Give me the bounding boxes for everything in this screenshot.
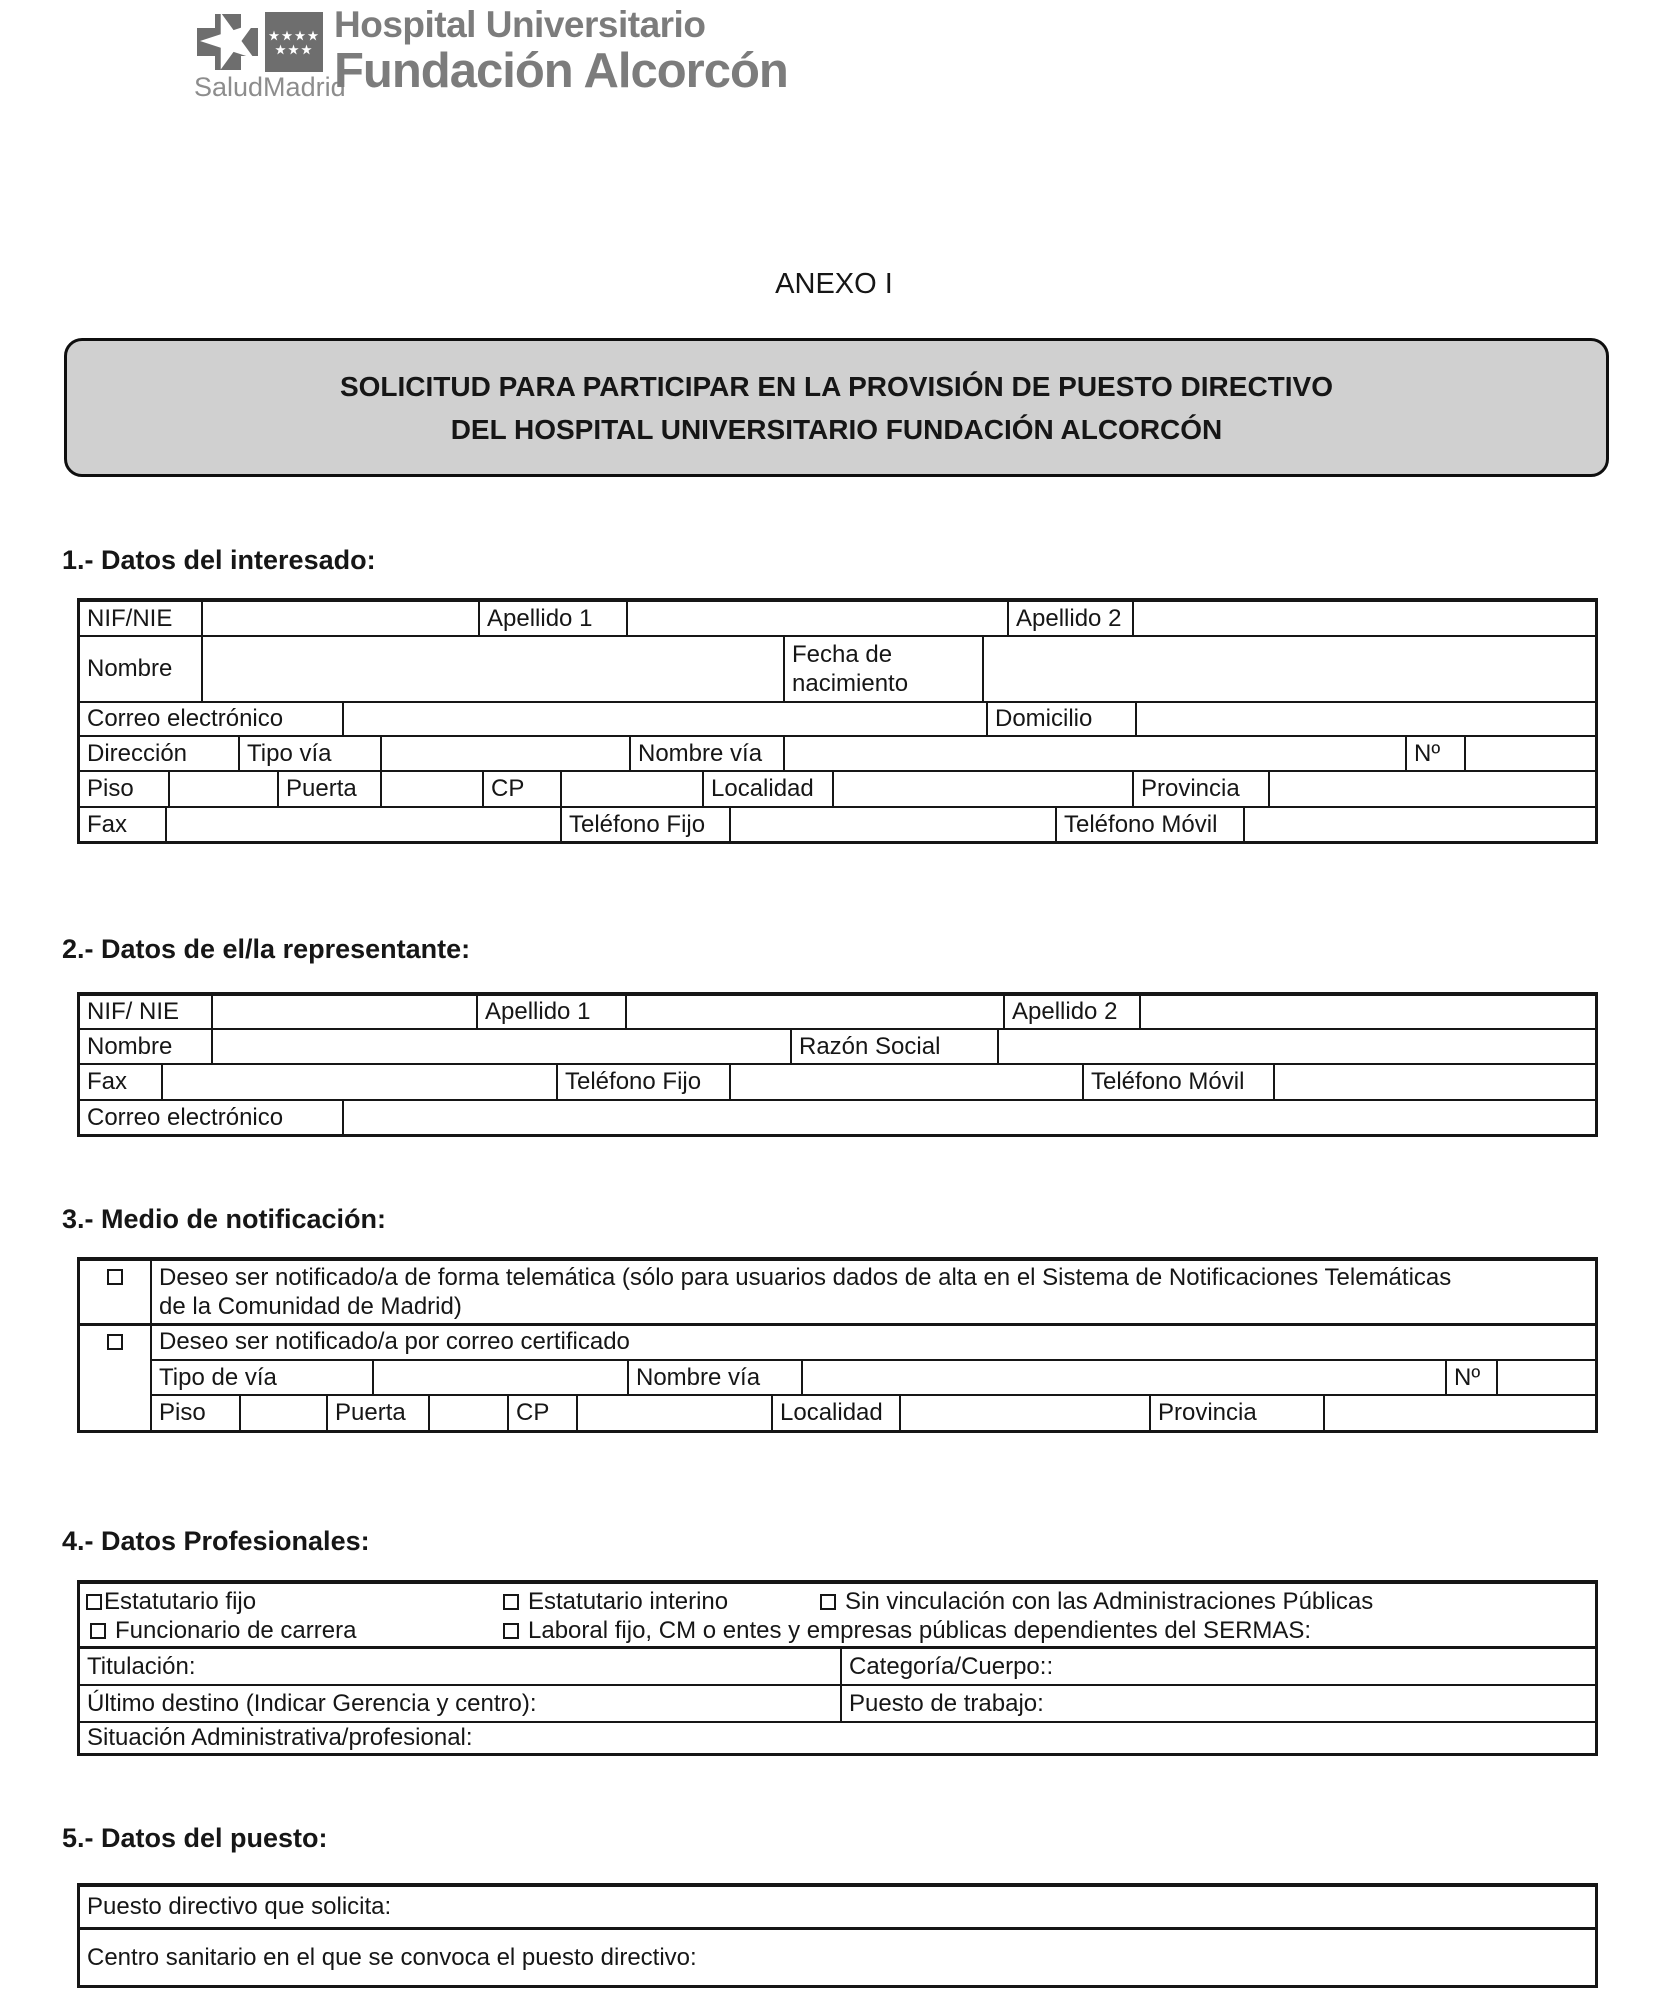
domicilio-label: Domicilio [986, 703, 1135, 735]
fax-label: Fax [87, 810, 128, 838]
notif-cp-input[interactable] [576, 1396, 771, 1430]
form-title-box [64, 338, 1609, 477]
puesto-directivo-field[interactable]: Puesto directivo que solicita: [87, 1893, 392, 1920]
form-title-line2: DEL HOSPITAL UNIVERSITARIO FUNDACIÓN ALCORCÓN [450, 413, 1223, 445]
estatutario-interino-label: Estatutario interino [528, 1588, 729, 1615]
sin-vinculacion-label: Sin vinculación con las Administraciones Públicas [845, 1588, 1374, 1615]
telematica-option-line1: Deseo ser notificado/a de forma telemática (sólo para usuarios dados de alta en el Sistema de Notificaciones Telemáticas [159, 1264, 1452, 1291]
centro-sanitario-field[interactable]: Centro sanitario en el que se convoca el puesto directivo: [87, 1943, 697, 1971]
notif-tipo-via-input[interactable] [372, 1361, 627, 1395]
categoria-cuerpo-field[interactable]: Categoría/Cuerpo:: [840, 1649, 1595, 1684]
nombre-input[interactable] [201, 637, 783, 701]
hospital-name-line1: Hospital Universitario [334, 4, 706, 45]
annex-title: ANEXO I [775, 268, 893, 300]
rep-apellido2-input[interactable] [1139, 996, 1595, 1028]
form-title-line1: SOLICITUD PARA PARTICIPAR EN LA PROVISIÓN DE PUESTO DIRECTIVO [339, 370, 1334, 402]
numero-input[interactable] [1464, 737, 1595, 770]
notif-provincia-label: Provincia [1149, 1396, 1323, 1430]
apellido2-input[interactable] [1132, 602, 1595, 635]
correo-certificado-option: Deseo ser notificado/a por correo certificado [159, 1328, 630, 1356]
puerta-input[interactable] [380, 772, 482, 806]
rep-nombre-label: Nombre [87, 1032, 173, 1060]
cp-input[interactable] [560, 772, 702, 806]
notif-provincia-input[interactable] [1323, 1396, 1595, 1430]
rep-nif-nie-input[interactable] [211, 996, 476, 1028]
correo-certificado-checkbox-cell [80, 1326, 150, 1430]
apellido1-input[interactable] [626, 602, 1007, 635]
telefono-fijo-label: Teléfono Fijo [560, 808, 729, 841]
interesado-table [77, 598, 1598, 844]
puesto-trabajo-field[interactable]: Puesto de trabajo: [840, 1686, 1595, 1721]
rep-fax-input[interactable] [161, 1065, 556, 1099]
section1-heading: 1.- Datos del interesado: [62, 545, 376, 575]
fecha-nacimiento-input[interactable] [982, 637, 1595, 701]
notificacion-table [77, 1257, 1598, 1433]
apellido2-label: Apellido 2 [1007, 602, 1132, 635]
rep-correo-label: Correo electrónico [87, 1103, 284, 1131]
rep-apellido1-input[interactable] [625, 996, 1003, 1028]
estatutario-interino-checkbox[interactable] [503, 1594, 519, 1610]
hospital-name [334, 6, 788, 96]
razon-social-label: Razón Social [790, 1030, 997, 1063]
nombre-via-label: Nombre vía [629, 737, 783, 770]
rep-apellido2-label: Apellido 2 [1003, 996, 1139, 1028]
laboral-fijo-label: Laboral fijo, CM o entes y empresas públicas dependientes del SERMAS: [528, 1617, 1312, 1644]
telematica-checkbox[interactable] [107, 1269, 123, 1285]
apellido1-label: Apellido 1 [478, 602, 626, 635]
vinculacion-options-row [80, 1584, 1595, 1646]
rep-fax-label: Fax [87, 1068, 128, 1095]
notif-nombre-via-input[interactable] [801, 1361, 1445, 1395]
puerta-label: Puerta [277, 772, 380, 806]
notif-localidad-label: Localidad [771, 1396, 899, 1430]
sin-vinculacion-checkbox[interactable] [820, 1594, 836, 1610]
rep-nif-nie-label: NIF/ NIE [87, 998, 180, 1025]
direccion-label: Dirección [87, 739, 188, 767]
datos-profesionales-table [77, 1580, 1598, 1756]
notif-piso-label: Piso [159, 1399, 206, 1427]
correo-certificado-checkbox[interactable] [107, 1334, 123, 1350]
correo-label: Correo electrónico [87, 705, 284, 732]
nombre-label: Nombre [87, 655, 173, 682]
telematica-option [150, 1261, 1595, 1323]
saludmadrid-label: SaludMadrid [194, 72, 346, 102]
notif-localidad-input[interactable] [899, 1396, 1149, 1430]
rep-correo-input[interactable] [342, 1101, 1595, 1134]
notif-cp-label: CP [507, 1396, 576, 1430]
laboral-fijo-checkbox[interactable] [503, 1623, 519, 1639]
notif-piso-input[interactable] [239, 1396, 326, 1430]
titulacion-field[interactable]: Titulación: [87, 1652, 196, 1680]
localidad-label: Localidad [702, 772, 832, 806]
rep-telefono-fijo-label: Teléfono Fijo [556, 1065, 729, 1099]
rep-nombre-input[interactable] [211, 1030, 790, 1063]
notif-nombre-via-label: Nombre vía [627, 1361, 801, 1395]
representante-table [77, 992, 1598, 1137]
situacion-field[interactable]: Situación Administrativa/profesional: [87, 1724, 473, 1751]
telematica-option-line2: de la Comunidad de Madrid) [159, 1293, 462, 1320]
provincia-label: Provincia [1132, 772, 1268, 806]
section5-heading: 5.- Datos del puesto: [62, 1823, 328, 1853]
section3-heading: 3.- Medio de notificación: [62, 1204, 387, 1234]
ultimo-destino-field[interactable]: Último destino (Indicar Gerencia y centro): [87, 1689, 537, 1717]
tipo-via-input[interactable] [380, 737, 629, 770]
fax-input[interactable] [165, 808, 560, 841]
telefono-fijo-input[interactable] [729, 808, 1055, 841]
notif-numero-input[interactable] [1496, 1361, 1595, 1395]
estatutario-fijo-label: Estatutario fijo [104, 1588, 257, 1615]
datos-puesto-table [77, 1883, 1598, 1988]
nif-nie-input[interactable] [201, 602, 478, 635]
rep-telefono-movil-input[interactable] [1273, 1065, 1595, 1099]
fecha-nacimiento-label: Fecha de nacimiento [783, 637, 982, 701]
piso-input[interactable] [168, 772, 277, 806]
telematica-checkbox-cell [80, 1261, 150, 1323]
piso-label: Piso [87, 775, 134, 802]
rep-telefono-fijo-input[interactable] [729, 1065, 1082, 1099]
estatutario-fijo-checkbox[interactable] [86, 1594, 102, 1610]
rep-apellido1-label: Apellido 1 [476, 996, 625, 1028]
hospital-name-line2: Fundación Alcorcón [334, 44, 788, 98]
correo-input[interactable] [342, 703, 986, 735]
cp-label: CP [482, 772, 560, 806]
tipo-via-label: Tipo vía [238, 737, 380, 770]
section4-heading: 4.- Datos Profesionales: [62, 1526, 370, 1556]
provincia-input[interactable] [1268, 772, 1595, 806]
domicilio-input[interactable] [1135, 703, 1595, 735]
localidad-input[interactable] [832, 772, 1132, 806]
numero-label: Nº [1405, 737, 1464, 770]
nif-nie-label: NIF/NIE [87, 604, 173, 632]
funcionario-carrera-checkbox[interactable] [90, 1623, 106, 1639]
section2-heading: 2.- Datos de el/la representante: [62, 934, 471, 964]
telefono-movil-label: Teléfono Móvil [1055, 808, 1243, 841]
funcionario-carrera-label: Funcionario de carrera [115, 1617, 357, 1644]
notif-tipo-via-label: Tipo de vía [159, 1363, 277, 1391]
notif-puerta-label: Puerta [326, 1396, 428, 1430]
notif-puerta-input[interactable] [428, 1396, 507, 1430]
razon-social-input[interactable] [997, 1030, 1595, 1063]
nombre-via-input[interactable] [783, 737, 1405, 770]
madrid-cross-star-flag-icon [195, 12, 325, 74]
telefono-movil-input[interactable] [1243, 808, 1595, 841]
notif-numero-label: Nº [1445, 1361, 1496, 1395]
rep-telefono-movil-label: Teléfono Móvil [1082, 1065, 1273, 1099]
